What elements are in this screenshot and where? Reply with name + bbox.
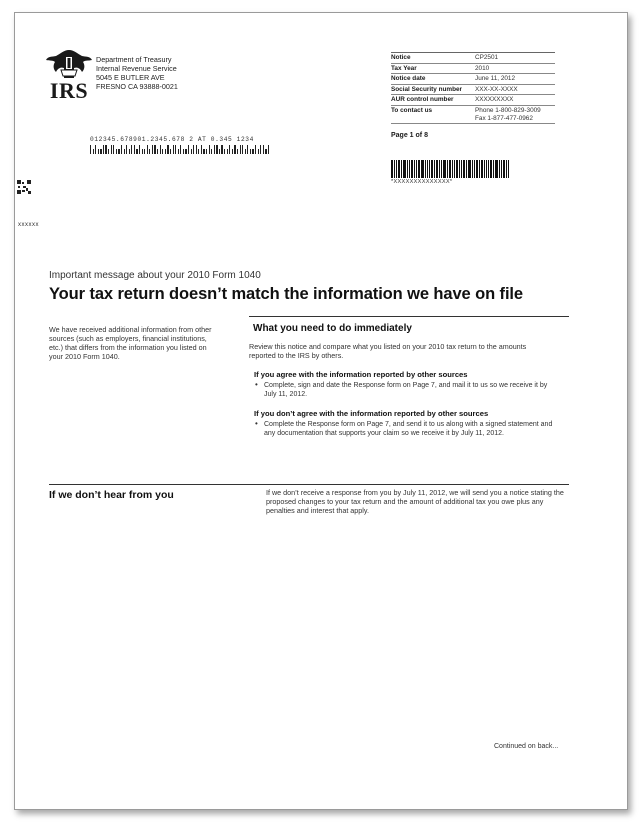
barcode-bar (175, 145, 176, 154)
barcode-bar (136, 149, 137, 154)
barcode-bar (501, 160, 502, 178)
notice-barcode (391, 160, 510, 185)
barcode-bar (479, 160, 480, 178)
barcode-bar (93, 149, 94, 154)
barcode-bar (105, 145, 106, 154)
barcode-bar (98, 149, 99, 154)
bullet-icon: • (255, 380, 258, 389)
postal-barcode-bars (90, 144, 269, 154)
barcode-bar (447, 160, 448, 178)
barcode-bar (185, 149, 186, 154)
barcode-bar (240, 145, 241, 154)
barcode-bar (90, 145, 91, 154)
postal-barcode (90, 136, 269, 154)
notice-row (391, 95, 555, 106)
barcode-bar (100, 149, 101, 154)
notice-value: XXXXXXXXX (475, 96, 514, 104)
disagree-bullet (255, 420, 555, 438)
barcode-bar (439, 160, 440, 178)
agree-heading: If you agree with the information reported by other sources (254, 370, 468, 379)
barcode-bar (234, 145, 235, 154)
barcode-bar (486, 160, 487, 178)
barcode-bar (188, 145, 189, 154)
barcode-bar (459, 160, 460, 178)
barcode-bar (191, 149, 192, 154)
notice-label: AUR control number (391, 96, 454, 104)
barcode-bar (490, 160, 492, 178)
disagree-bullet-text: Complete the Response form on Page 7, and send it to us along with a signed statement and any documentation that supports your claim so we receive it by July 11, 2012. (264, 421, 553, 437)
barcode-bar (474, 160, 475, 178)
section-title: What you need to do immediately (253, 323, 412, 334)
barcode-bar (506, 160, 507, 178)
notice-label: Notice (391, 54, 411, 62)
barcode-bar (409, 160, 410, 178)
irs-logo (44, 48, 94, 114)
barcode-bar (162, 149, 163, 154)
barcode-bar (394, 160, 395, 178)
barcode-bar (116, 149, 117, 154)
barcode-bar (165, 149, 166, 154)
phone-number: Phone 1-800-829-3009 (475, 106, 541, 114)
barcode-bar (124, 149, 125, 154)
fax-number: Fax 1-877-477-0962 (475, 114, 533, 122)
barcode-bar (211, 149, 212, 154)
barcode-bar (503, 160, 505, 178)
barcode-bar (147, 145, 148, 154)
barcode-bar (126, 145, 127, 154)
intro-note: We have received additional information from other sources (such as employers, financial institutions, etc.) that differs from the information you listed on your 2010 Form 1040. (49, 325, 212, 361)
barcode-bar (414, 160, 415, 178)
review-text: Review this notice and compare what you listed on your 2010 tax return to the amounts reported to the IRS by others. (249, 342, 527, 360)
barcode-bar (111, 145, 112, 154)
notice-value: CP2501 (475, 54, 499, 62)
barcode-bar (173, 145, 174, 154)
barcode-bar (113, 145, 114, 154)
agency-line: 5045 E BUTLER AVE (96, 73, 165, 82)
barcode-bar (214, 145, 215, 154)
barcode-bar (196, 145, 197, 154)
barcode-bar (144, 149, 145, 154)
barcode-bar (95, 145, 96, 154)
agency-address (96, 55, 178, 91)
barcode-bar (418, 160, 420, 178)
no-response-title: If we don’t hear from you (49, 489, 174, 501)
barcode-bar (427, 160, 428, 178)
barcode-bar (203, 149, 204, 154)
barcode-bar (456, 160, 458, 178)
barcode-bar (209, 145, 210, 154)
barcode-bar (232, 149, 233, 154)
tracking-digits: 012345.678901.2345.678 2 AT 0.345 1234 (90, 136, 254, 143)
barcode-bar (431, 160, 433, 178)
barcode-bar (260, 145, 261, 154)
barcode-bar (429, 160, 430, 178)
action-section (249, 316, 569, 438)
section-divider (249, 316, 569, 317)
barcode-bar (250, 149, 251, 154)
notice-info-table (391, 52, 555, 124)
notice-value: XXX-XX-XXXX (475, 85, 518, 93)
barcode-bar (434, 160, 435, 178)
notice-barcode-bars (391, 160, 510, 178)
barcode-bar (108, 149, 109, 154)
barcode-bar (396, 160, 397, 178)
barcode-bar (401, 160, 402, 178)
barcode-bar (472, 160, 473, 178)
barcode-bar (121, 145, 122, 154)
barcode-bar (258, 149, 259, 154)
barcode-bar (449, 160, 451, 178)
barcode-bar (443, 160, 446, 178)
barcode-bar (454, 160, 455, 178)
page-number: Page 1 of 8 (391, 132, 428, 139)
barcode-bar (134, 145, 135, 154)
eagle-icon (44, 48, 94, 80)
barcode-bar (268, 145, 269, 154)
barcode-bar (403, 160, 406, 178)
agree-bullet-text: Complete, sign and date the Response form on Page 7, and mail it to us so we receive it by July 11, 2012. (264, 382, 548, 398)
barcode-bar (466, 160, 467, 178)
barcode-bar (493, 160, 494, 178)
agency-line: Internal Revenue Service (96, 64, 177, 73)
page-title: Your tax return doesn’t match the information we have on file (49, 285, 523, 303)
barcode-bar (118, 149, 119, 154)
barcode-bar (154, 145, 155, 154)
notice-value: June 11, 2012 (475, 75, 516, 83)
qr-code-icon (17, 180, 31, 194)
barcode-bar (461, 160, 462, 178)
barcode-bar (167, 145, 168, 154)
barcode-bar (468, 160, 471, 178)
barcode-bar (411, 160, 413, 178)
barcode-bar (103, 145, 104, 154)
subheading: Important message about your 2010 Form 1040 (49, 270, 261, 281)
barcode-bar (224, 149, 225, 154)
barcode-bar (227, 149, 228, 154)
barcode-bar (198, 149, 199, 154)
no-response-text: If we don’t receive a response from you by July 11, 2012, we will send you a notice stating the proposed changes to your tax return and the amount of additional tax you owe plus any penalties and interest that apply. (266, 488, 564, 515)
agency-line: Department of Treasury (96, 55, 172, 64)
barcode-bar (149, 149, 150, 154)
barcode-bar (263, 145, 264, 154)
barcode-bar (237, 149, 238, 154)
barcode-bar (425, 160, 426, 178)
barcode-bar (398, 160, 400, 178)
barcode-bar (183, 149, 184, 154)
barcode-bar (265, 149, 266, 154)
irs-logo-text: IRS (49, 78, 89, 103)
barcode-bar (508, 160, 509, 178)
agency-line: FRESNO CA 93888-0021 (96, 82, 178, 91)
notice-label: Notice date (391, 75, 426, 83)
barcode-bar (180, 145, 181, 154)
notice-row (391, 106, 555, 124)
notice-row (391, 53, 555, 64)
barcode-bar (416, 160, 417, 178)
agree-bullet (255, 381, 555, 399)
barcode-bar (242, 145, 243, 154)
barcode-bar (139, 145, 140, 154)
barcode-bar (206, 149, 207, 154)
notice-value: 2010 (475, 64, 490, 72)
notice-row (391, 64, 555, 75)
barcode-bar (421, 160, 424, 178)
barcode-bar (247, 145, 248, 154)
barcode-bar (484, 160, 485, 178)
barcode-bar (499, 160, 500, 178)
barcode-bar (129, 149, 130, 154)
barcode-bar (216, 145, 217, 154)
barcode-text: *XXXXXXXXXXXXXX* (391, 179, 453, 185)
barcode-bar (142, 149, 143, 154)
barcode-bar (495, 160, 498, 178)
barcode-bar (476, 160, 478, 178)
notice-row (391, 85, 555, 96)
barcode-bar (131, 145, 132, 154)
barcode-bar (407, 160, 408, 178)
barcode-bar (201, 145, 202, 154)
barcode-bar (160, 145, 161, 154)
barcode-bar (245, 149, 246, 154)
continued-note: Continued on back... (494, 743, 559, 750)
barcode-bar (436, 160, 438, 178)
notice-label: To contact us (391, 106, 433, 114)
barcode-bar (178, 149, 179, 154)
barcode-bar (488, 160, 489, 178)
notice-row (391, 74, 555, 85)
barcode-bar (193, 145, 194, 154)
page-code: xxxxxx (18, 222, 39, 228)
barcode-bar (441, 160, 442, 178)
barcode-bar (157, 149, 158, 154)
disagree-heading: If you don’t agree with the information reported by other sources (254, 409, 489, 418)
barcode-bar (252, 149, 253, 154)
notice-label: Social Security number (391, 85, 463, 93)
barcode-bar (255, 145, 256, 154)
notice-label: Tax Year (391, 64, 417, 72)
barcode-bar (391, 160, 393, 178)
barcode-bar (221, 145, 222, 154)
barcode-bar (229, 145, 230, 154)
bullet-icon: • (255, 419, 258, 428)
barcode-bar (152, 145, 153, 154)
barcode-bar (219, 149, 220, 154)
barcode-bar (170, 149, 171, 154)
barcode-bar (463, 160, 465, 178)
notice-contact-value (475, 107, 555, 123)
barcode-bar (481, 160, 483, 178)
section-divider (49, 484, 569, 485)
barcode-bar (452, 160, 453, 178)
